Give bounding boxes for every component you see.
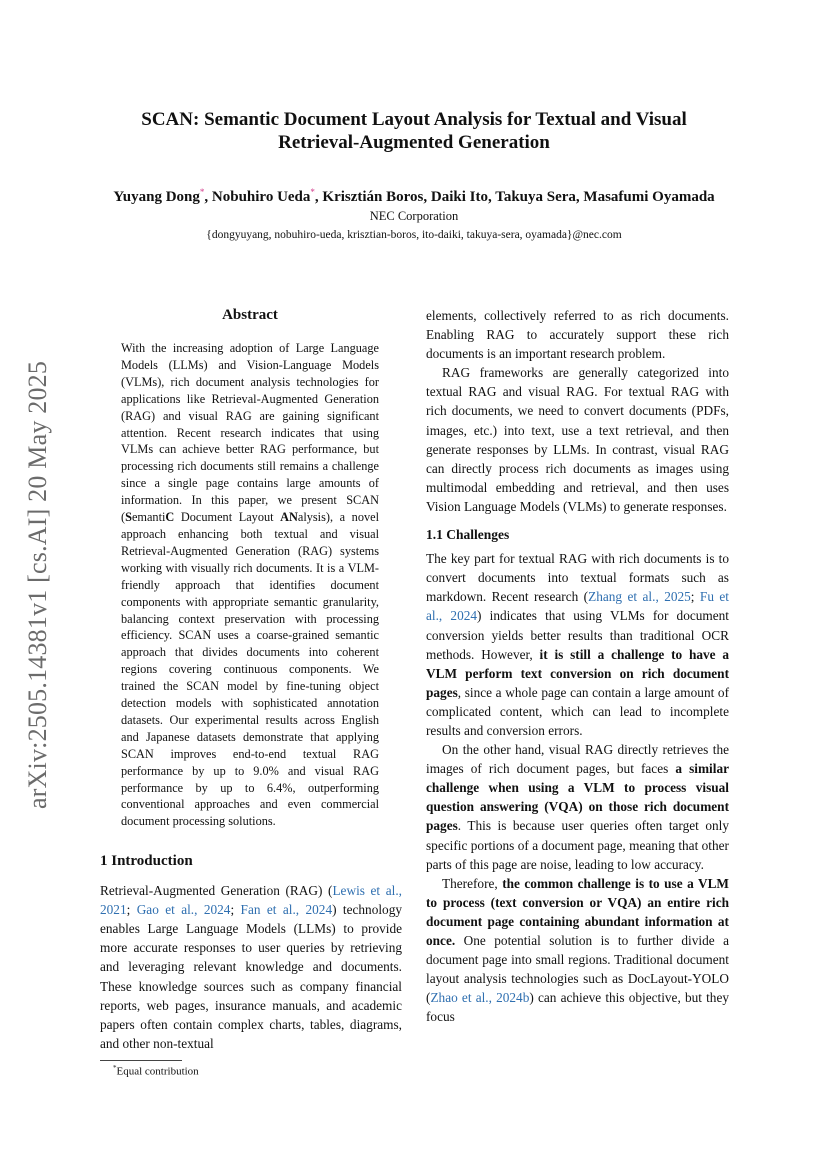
intro-text-2: ; <box>126 902 137 918</box>
abstract-body <box>121 340 379 830</box>
abstract-bold-3: AN <box>280 510 298 525</box>
author-emails: {dongyuyang, nobuhiro-ueda, krisztian-boros, ito-daiki, takuya-sera, oyamada}@nec.com <box>206 229 622 241</box>
left-column-intro <box>100 852 402 1053</box>
citation-gao[interactable]: Gao et al., 2024 <box>136 902 231 918</box>
right-column <box>426 306 729 1026</box>
title-line-1: SCAN: Semantic Document Layout Analysis for Textual and Visual <box>141 109 687 130</box>
right-paragraph-1: elements, collectively referred to as rich documents. Enabling RAG to accurately support these rich documents is an important research problem. <box>426 308 729 362</box>
author-2: Nobuhiro Ueda <box>211 189 311 205</box>
affiliation: NEC Corporation <box>369 209 459 223</box>
citation-fan[interactable]: Fan et al., 2024 <box>240 902 333 918</box>
paper-title <box>100 108 728 154</box>
introduction-heading: 1 Introduction <box>100 853 193 869</box>
abstract-heading: Abstract <box>222 307 278 323</box>
arxiv-stamp <box>18 345 58 825</box>
right-paragraph-3 <box>426 549 729 740</box>
abstract-text-2: emanti <box>131 510 166 525</box>
citation-zhang[interactable]: Zhang et al., 2025 <box>588 589 691 605</box>
abstract-text-4: alysis), a novel approach enhancing both textual and visual Retrieval-Augmented Generation (RAG) systems working with visually rich documents. It is a VLM-friendly approach that identifies document components with appropriate semantic granularity, balancing context preservation with processing efficiency. SCAN uses a coarse-grained semantic approach that divides documents into coherent regions covering continuous components. We trained the SCAN model by fine-tuning object detection models with sophisticated annotation datasets. Our experimental results across English and Japanese datasets demonstrate that applying SCAN improves end-to-end textual RAG performance by up to 9.0% and visual RAG performance by up to 6.4%, outperforming conventional approaches and even commercial document processing solutions. <box>121 510 379 829</box>
abstract-bold-2: C <box>165 510 175 525</box>
intro-text-1: Retrieval-Augmented Generation (RAG) ( <box>100 883 333 899</box>
p4-text-a: On the other hand, visual RAG directly retrieves the images of rich document pages, but faces <box>426 742 729 777</box>
abstract-text-1: With the increasing adoption of Large Language Models (LLMs) and Vision-Language Models (VLMs), rich document analysis technologies for applications like Retrieval-Augmented Generation (RAG) and visual RAG are gaining significant attention. Recent research indicates that using VLMs can achieve better RAG performance, but processing rich documents still remains a challenge since a single page contains large amounts of information. In this paper, we present SCAN ( <box>121 341 379 525</box>
p5-bold: the common challenge is to use a VLM to process (text conversion or VQA) an entire rich document page containing abundant information at once. <box>426 875 729 948</box>
footnote-mark: * <box>113 1064 117 1072</box>
right-paragraph-4 <box>426 740 729 874</box>
citation-lewis[interactable]: Lewis et al., 2021 <box>100 883 402 918</box>
abstract-text-3: Document Layout <box>174 510 281 525</box>
p3-text-a: The key part for textual RAG with rich documents is to convert documents into textual formats such as markdown. Recent research ( <box>426 551 729 605</box>
abstract-bold-1: S <box>125 510 132 525</box>
intro-text-4: ) technology enables Large Language Models (LLMs) to provide more accurate responses to user queries by retrieving and leveraging relevant knowledge and documents. These knowledge sources such as company financial reports, web pages, insurance manuals, and academic papers often contain complex charts, tables, diagrams, and other non-textual <box>100 902 402 1051</box>
author-list: Yuyang Dong*, Nobuhiro Ueda*, Krisztián Boros, Daiki Ito, Takuya Sera, Masafumi Oyamada <box>113 187 715 205</box>
right-paragraph-5 <box>426 874 729 1027</box>
author-1: Yuyang Dong <box>113 189 200 205</box>
challenges-heading: 1.1 Challenges <box>426 527 510 543</box>
equal-contrib-mark-2: * <box>310 187 315 197</box>
equal-contrib-mark-1: * <box>199 187 205 197</box>
p3-bold: it is still a challenge to have a VLM perform text conversion on rich document pages <box>426 646 729 700</box>
intro-text-3: ; <box>230 902 241 918</box>
p5-text-a: Therefore, <box>442 875 503 891</box>
footnote-text: Equal contribution <box>116 1065 199 1078</box>
citation-fu[interactable]: Fu et al., 2024 <box>426 589 729 624</box>
p3-text-b: ) indicates that using VLMs for document conversion yields better results than traditional OCR methods. However, <box>426 608 729 662</box>
p4-text-b: . This is because user queries often target only specific portions of a document page, meaning that other parts of this page are noise, leading to low accuracy. <box>426 818 729 872</box>
p3-text-c: , since a whole page can contain a large amount of complicated content, which can lead to incomplete results and conversion errors. <box>426 684 729 738</box>
p5-text-c: ) can achieve this objective, but they focus <box>426 990 729 1025</box>
p3-sep: ; <box>690 589 700 605</box>
footnote-rule <box>100 1060 182 1061</box>
footnote <box>113 1064 199 1078</box>
right-paragraph-2: RAG frameworks are generally categorized into textual RAG and visual RAG. For textual RAG with rich documents, we need to convert documents (PDFs, images, etc.) into text, use a text retrieval, and then generate responses by LLMs. In contrast, visual RAG can directly process rich documents as images using multimodal embedding and retrieval, and then uses Vision Language Models (VLMs) to generate responses. <box>426 365 729 514</box>
arxiv-stamp-text: arXiv:2505.14381v1 [cs.AI] 20 May 2025 <box>23 360 52 810</box>
intro-paragraph <box>100 881 402 1053</box>
p5-text-b: One potential solution is to further divide a document page into small regions. Traditional document layout analysis technologies such as DocLayout-YOLO ( <box>426 933 729 1006</box>
citation-zhao[interactable]: Zhao et al., 2024b <box>430 990 530 1006</box>
p4-bold: a similar challenge when using a VLM to process visual question answering (VQA) on those rich document pages <box>426 761 729 834</box>
title-line-2: Retrieval-Augmented Generation <box>278 132 550 153</box>
other-authors: , Krisztián Boros, Daiki Ito, Takuya Sera, Masafumi Oyamada <box>314 189 715 205</box>
